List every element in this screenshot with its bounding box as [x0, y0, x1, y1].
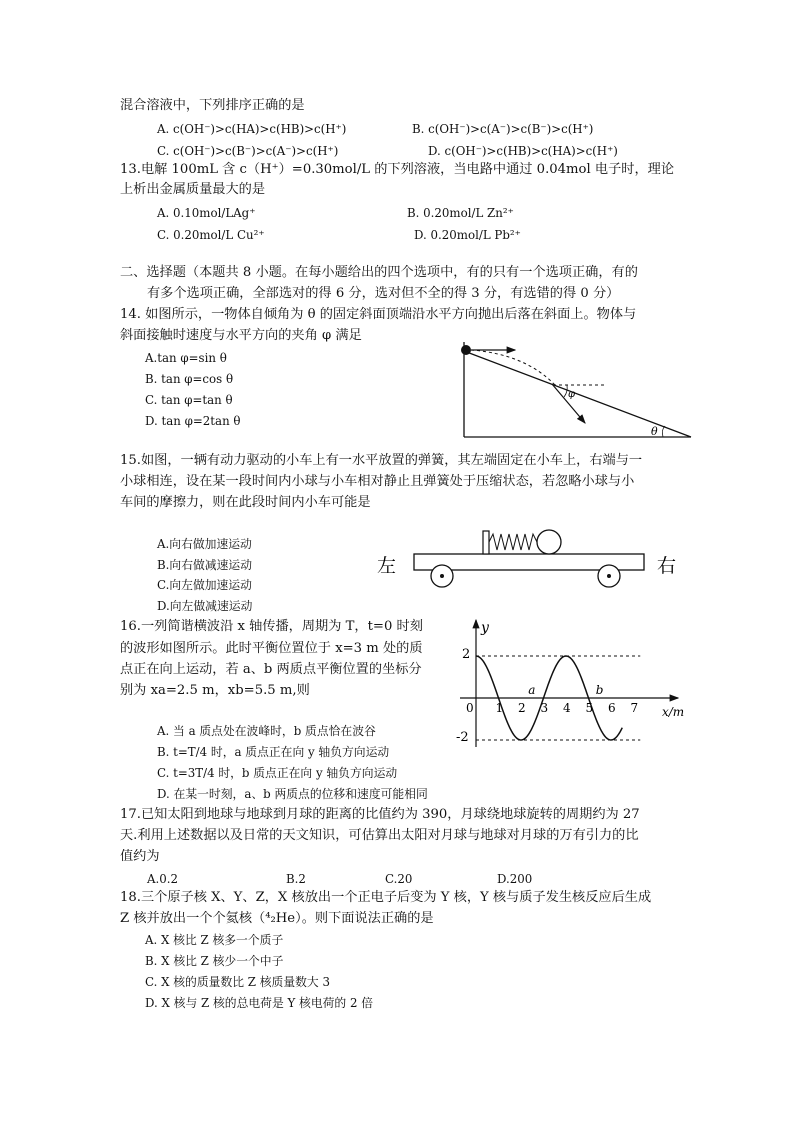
- left-label: 左: [377, 555, 397, 577]
- q16-stem-line2: 的波形如图所示。此时平衡位置位于 x=3 m 处的质: [120, 641, 423, 656]
- q13-option-d: D. 0.20mol/L Pb²⁺: [414, 228, 521, 242]
- q15-stem-line3: 车间的摩擦力，则在此段时间内小车可能是: [120, 495, 371, 510]
- x-tick-label: 1: [495, 701, 504, 715]
- q15-option-a: A.向右做加速运动: [157, 537, 252, 551]
- q12-option-d: D. c(OH⁻)>c(HB)>c(HA)>c(H⁺): [428, 144, 618, 158]
- projectile-ball: [461, 345, 471, 355]
- q17-stem-line1: 17.已知太阳到地球与地球到月球的距离的比值约为 390，月球绕地球旋转的周期约为 27: [120, 807, 640, 822]
- q16-stem-line4: 别为 xa=2.5 m，xb=5.5 m,则: [120, 683, 310, 698]
- section2-heading-line1: 二、选择题（本题共 8 小题。在每小题给出的四个选项中，有的只有一个选项正确，有的: [120, 265, 638, 280]
- q14-option-d: D. tan φ=2tan θ: [145, 414, 241, 428]
- theta-label: θ: [651, 425, 658, 438]
- q12-stem: 混合溶液中，下列排序正确的是: [120, 98, 305, 113]
- q16-stem-line1: 16.一列简谐横波沿 x 轴传播，周期为 T，t=0 时刻: [120, 619, 423, 634]
- x-tick-label: 5: [585, 701, 594, 715]
- q16-option-a: A. 当 a 质点处在波峰时，b 质点恰在波谷: [157, 724, 376, 738]
- q14-option-a: A.tan φ=sin θ: [145, 351, 227, 365]
- q16-option-b: B. t=T/4 时，a 质点正在向 y 轴负方向运动: [157, 745, 390, 759]
- q14-option-b: B. tan φ=cos θ: [145, 372, 234, 386]
- x-tick-label: 7: [630, 701, 639, 715]
- q16-wave-figure: [440, 612, 700, 752]
- x-axis-label: x/m: [662, 705, 685, 719]
- x-tick-label: 3: [540, 701, 549, 715]
- trajectory-dashed: [471, 350, 555, 385]
- q17-option-b: B.2: [286, 872, 306, 886]
- point-a-label: a: [528, 683, 536, 697]
- q12-option-b: B. c(OH⁻)>c(A⁻)>c(B⁻)>c(H⁺): [412, 122, 594, 136]
- q18-option-c: C. X 核的质量数比 Z 核质量数大 3: [145, 975, 330, 989]
- y-bottom-label: -2: [456, 730, 469, 745]
- q16-stem-line3: 点正在向上运动，若 a、b 两质点平衡位置的坐标分: [120, 662, 422, 677]
- point-b-label: b: [595, 683, 604, 697]
- y-top-label: 2: [462, 647, 471, 662]
- y-axis-label: y: [481, 620, 489, 636]
- q13-stem-line2: 上析出金属质量最大的是: [120, 182, 266, 197]
- q13-stem-line1: 13.电解 100mL 含 c（H⁺）=0.30mol/L 的下列溶液，当电路中通过 0.04mol 电子时，理论: [120, 162, 675, 177]
- q15-option-c: C.向左做加速运动: [157, 578, 252, 592]
- q18-stem-line1: 18.三个原子核 X、Y、Z，X 核放出一个正电子后变为 Y 核，Y 核与质子发生核反应后生成: [120, 890, 652, 905]
- q18-option-a: A. X 核比 Z 核多一个质子: [145, 933, 284, 947]
- spring-mount: [483, 531, 489, 554]
- q12-option-c: C. c(OH⁻)>c(B⁻)>c(A⁻)>c(H⁺): [157, 144, 339, 158]
- q14-stem-line2: 斜面接触时速度与水平方向的夹角 φ 满足: [120, 328, 362, 343]
- x-tick-label: 0: [466, 701, 474, 715]
- q16-option-c: C. t=3T/4 时，b 质点正在向 y 轴负方向运动: [157, 766, 398, 780]
- spring: [489, 534, 537, 550]
- section2-heading-line2: 有多个选项正确，全部选对的得 6 分，选对但不全的得 3 分，有选错的得 0 分）: [147, 286, 620, 301]
- q18-stem-line2: Z 核并放出一个个氦核（⁴₂He）。则下面说法正确的是: [120, 911, 434, 926]
- q17-option-c: C.20: [385, 872, 413, 886]
- x-tick-label: 2: [518, 701, 526, 715]
- q16-option-d: D. 在某一时刻，a、b 两质点的位移和速度可能相同: [157, 787, 428, 801]
- q13-option-b: B. 0.20mol/L Zn²⁺: [407, 206, 514, 220]
- right-label: 右: [657, 555, 677, 577]
- q17-option-a: A.0.2: [147, 872, 179, 886]
- q13-option-a: A. 0.10mol/LAg⁺: [157, 206, 256, 220]
- q14-incline-figure: [455, 340, 695, 440]
- x-tick-label: 4: [563, 701, 571, 715]
- q12-option-a: A. c(OH⁻)>c(HA)>c(HB)>c(H⁺): [157, 122, 347, 136]
- q14-stem-line1: 14. 如图所示，一物体自倾角为 θ 的固定斜面顶端沿水平方向抛出后落在斜面上。物体与: [120, 307, 637, 322]
- q14-option-c: C. tan φ=tan θ: [145, 393, 233, 407]
- q15-stem-line1: 15.如图，一辆有动力驱动的小车上有一水平放置的弹簧，其左端固定在小车上，右端与一: [120, 453, 643, 468]
- q17-stem-line2: 天.利用上述数据以及日常的天文知识，可估算出太阳对月球与地球对月球的万有引力的比: [120, 828, 639, 843]
- phi-label: φ: [568, 389, 576, 400]
- q17-stem-line3: 值约为: [120, 849, 160, 864]
- q15-cart-figure: [375, 520, 685, 592]
- q17-option-d: D.200: [497, 872, 533, 886]
- ball: [537, 530, 561, 554]
- q15-stem-line2: 小球相连，设在某一段时间内小球与小车相对静止且弹簧处于压缩状态，若忽略小球与小: [120, 474, 635, 489]
- q13-option-c: C. 0.20mol/L Cu²⁺: [157, 228, 265, 242]
- q18-option-d: D. X 核与 Z 核的总电荷是 Y 核电荷的 2 倍: [145, 996, 374, 1010]
- q18-option-b: B. X 核比 Z 核少一个中子: [145, 954, 284, 968]
- q15-option-b: B.向右做减速运动: [157, 558, 252, 572]
- q15-option-d: D.向左做减速运动: [157, 599, 253, 613]
- x-tick-label: 6: [608, 701, 616, 715]
